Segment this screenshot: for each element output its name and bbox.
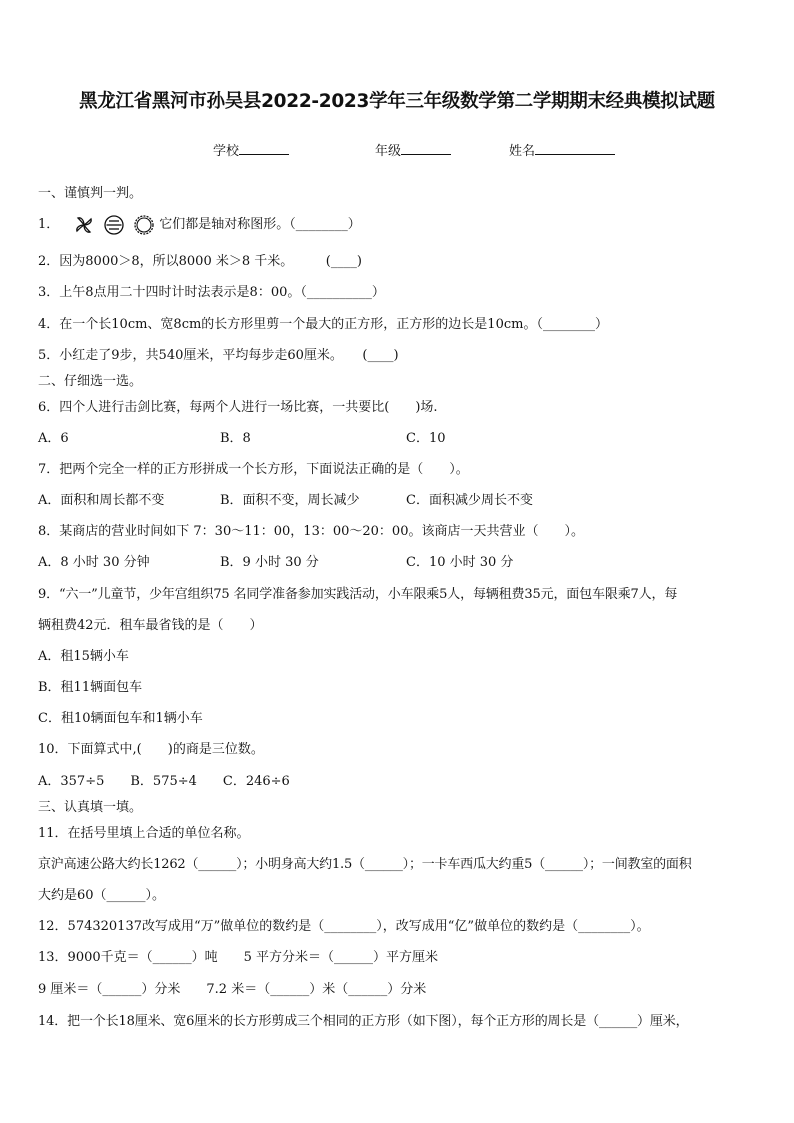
question-7: 7．把两个完全一样的正方形拼成一个长方形，下面说法正确的是（ ）。 xyxy=(38,462,469,477)
question-5: 5．小红走了9步，共540厘米，平均每步走60厘米。 (____) xyxy=(38,348,399,363)
q9-option-c[interactable]: C．租10辆面包车和1辆小车 xyxy=(38,711,203,726)
question-6: 6．四个人进行击剑比赛，每两个人进行一场比赛，一共要比( )场. xyxy=(38,400,438,415)
question-3: 3．上午8点用二十四时计时法表示是8：00。（__________） xyxy=(38,285,385,300)
q10-options[interactable]: A．357÷5 B．575÷4 C．246÷6 xyxy=(38,774,290,789)
question-1 xyxy=(38,213,361,236)
q8-option-a[interactable]: A．8 小时 30 分钟 xyxy=(38,555,150,570)
q6-option-a[interactable]: A．6 xyxy=(38,431,69,446)
question-2: 2．因为8000＞8，所以8000 米＞8 千米。 (____) xyxy=(38,254,362,269)
section-heading-3: 三、认真填一填。 xyxy=(38,800,143,815)
gear-circle-icon xyxy=(133,214,155,236)
grade-field xyxy=(375,140,451,159)
q9-option-a[interactable]: A．租15辆小车 xyxy=(38,649,129,664)
question-12: 12．574320137改写成用“万”做单位的数约是（________），改写成用“亿”做单位的数约是（________）。 xyxy=(38,919,650,934)
question-9-line-2: 辆租费42元．租车最省钱的是（ ） xyxy=(38,618,263,633)
grade-blank[interactable] xyxy=(401,141,451,155)
grade-label: 年级 xyxy=(375,144,402,159)
question-14: 14．把一个长18厘米、宽6厘米的长方形剪成三个相同的正方形（如下图），每个正方形的周长是（______）厘米， xyxy=(38,1014,689,1029)
q7-option-a[interactable]: A．面积和周长都不变 xyxy=(38,493,165,508)
q6-option-b[interactable]: B．8 xyxy=(220,431,251,446)
school-label: 学校 xyxy=(213,144,240,159)
name-blank[interactable] xyxy=(535,141,615,155)
question-13-line-2: 9 厘米＝（______）分米 7.2 米＝（______）米（______）分米 xyxy=(38,982,427,997)
pinwheel-icon xyxy=(73,214,95,236)
question-4: 4．在一个长10cm、宽8cm的长方形里剪一个最大的正方形，正方形的边长是10cm。（________） xyxy=(38,317,608,332)
q7-option-b[interactable]: B．面积不变，周长减少 xyxy=(220,493,360,508)
q1-figures xyxy=(73,214,155,236)
question-13-line-1: 13．9000千克＝（______）吨 5 平方分米＝（______）平方厘米 xyxy=(38,950,439,965)
name-field xyxy=(509,140,615,159)
name-label: 姓名 xyxy=(509,144,536,159)
q1-text: 它们都是轴对称图形。（________） xyxy=(159,217,361,232)
question-9-line-1: 9．“六一”儿童节，少年宫组织75 名同学准备参加实践活动，小车限乘5人，每辆租费35元，面包车限乘7人，每 xyxy=(38,587,678,602)
school-blank[interactable] xyxy=(239,141,289,155)
q8-option-b[interactable]: B．9 小时 30 分 xyxy=(220,555,319,570)
question-11: 11．在括号里填上合适的单位名称。 xyxy=(38,826,250,841)
school-field xyxy=(213,140,289,159)
page-title: 黑龙江省黑河市孙吴县2022-2023学年三年级数学第二学期期末经典模拟试题 xyxy=(79,91,715,112)
circle-bars-icon xyxy=(103,214,125,236)
q1-number: 1． xyxy=(38,217,60,232)
section-heading-1: 一、谨慎判一判。 xyxy=(38,186,143,201)
q8-option-c[interactable]: C．10 小时 30 分 xyxy=(406,555,514,570)
question-11-line-1: 京沪高速公路大约长1262（______）；小明身高大约1.5（______）；一卡车西瓜大约重5（______）；一间教室的面积 xyxy=(38,857,692,872)
q7-option-c[interactable]: C．面积减少周长不变 xyxy=(406,493,533,508)
section-heading-2: 二、仔细选一选。 xyxy=(38,374,143,389)
question-11-line-2: 大约是60（______）。 xyxy=(38,888,166,903)
q6-option-c[interactable]: C．10 xyxy=(406,431,446,446)
question-10: 10．下面算式中,( )的商是三位数。 xyxy=(38,742,264,757)
question-8: 8．某商店的营业时间如下 7：30～11：00，13：00～20：00。该商店一天共营业（ ）。 xyxy=(38,524,584,539)
q9-option-b[interactable]: B．租11辆面包车 xyxy=(38,680,143,695)
